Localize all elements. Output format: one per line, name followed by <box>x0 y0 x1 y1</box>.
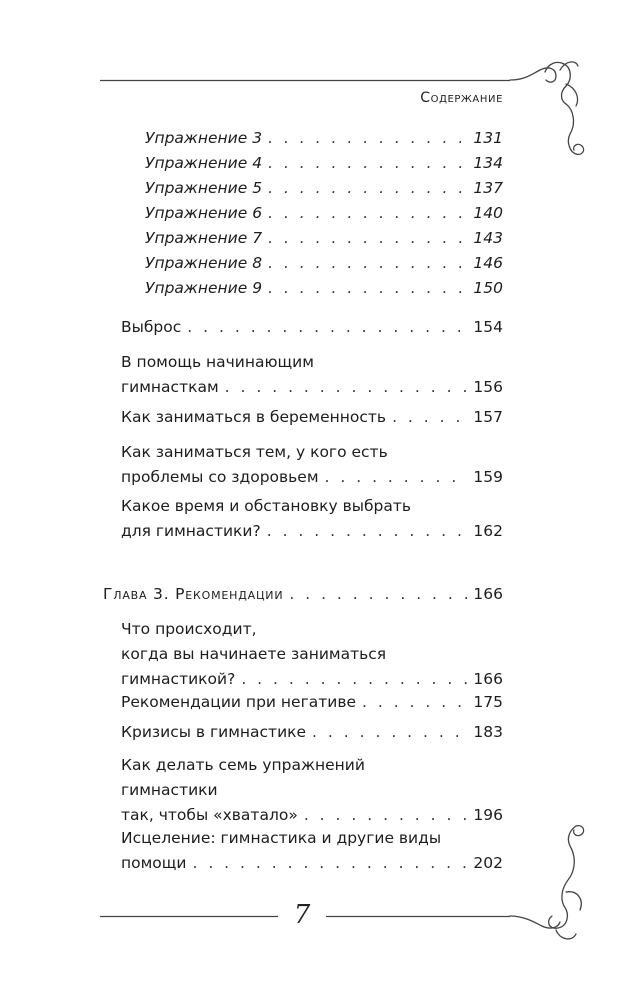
toc-page-number: 157 <box>473 408 503 426</box>
toc-entry-title: Рекомендации при негативе <box>121 693 356 711</box>
toc-entry-title: гимнастикой? <box>121 670 236 688</box>
toc-section-entry <box>121 617 503 692</box>
toc-entry-line <box>145 201 503 226</box>
toc-entry-title: когда вы начинаете заниматься <box>121 645 387 663</box>
toc-section-entry <box>121 315 503 340</box>
toc-entry-line <box>121 405 503 430</box>
toc-entry-line <box>121 315 503 340</box>
toc-entry-title: Как заниматься тем, у кого есть <box>121 443 388 461</box>
dot-leader <box>268 151 467 176</box>
toc-section-entry <box>121 350 503 400</box>
toc-entry-line <box>121 778 503 803</box>
toc-page-number: 131 <box>473 129 503 147</box>
toc-entry-title: гимнастики <box>121 781 218 799</box>
dot-leader <box>289 582 467 607</box>
toc-page-number: 166 <box>473 585 503 603</box>
toc-entry-line <box>121 375 503 400</box>
toc-entry-line <box>145 126 503 151</box>
dot-leader <box>304 803 468 828</box>
toc-section-entry <box>121 494 503 544</box>
toc-entry-title: Упражнение 4 <box>145 154 263 172</box>
bottom-flourish-icon <box>510 826 584 939</box>
toc-exercise-entry <box>145 251 503 276</box>
dot-leader <box>267 519 468 544</box>
toc-entry-line <box>121 753 503 778</box>
toc-entry-line <box>121 690 503 715</box>
top-flourish-icon <box>510 62 584 154</box>
toc-entry-line <box>121 667 503 692</box>
toc-page-number: 140 <box>473 204 503 222</box>
toc-entry-line <box>121 465 503 490</box>
toc-page-number: 202 <box>473 854 503 872</box>
toc-chapter-entry <box>103 582 503 607</box>
toc-page-number: 150 <box>473 279 503 297</box>
toc-page-number: 154 <box>473 318 503 336</box>
toc-exercise-entry <box>145 201 503 226</box>
toc-page-number: 175 <box>473 693 503 711</box>
toc-exercise-entry <box>145 226 503 251</box>
toc-section-entry <box>121 690 503 715</box>
toc-exercise-entry <box>145 276 503 301</box>
toc-entry-line <box>121 440 503 465</box>
toc-entry-title: Упражнение 3 <box>145 129 263 147</box>
toc-section-entry <box>121 440 503 490</box>
toc-entry-line <box>121 519 503 544</box>
toc-entry-line <box>121 851 503 876</box>
toc-page-number: 146 <box>473 254 503 272</box>
toc-page-number: 159 <box>473 468 503 486</box>
toc-section-entry <box>121 826 503 876</box>
toc-entry-title: Упражнение 7 <box>145 229 263 247</box>
toc-page-number: 143 <box>473 229 503 247</box>
toc-entry-title: Упражнение 8 <box>145 254 263 272</box>
dot-leader <box>268 126 467 151</box>
toc-entry-title: Исцеление: гимнастика и другие виды <box>121 829 442 847</box>
dot-leader <box>192 851 467 876</box>
dot-leader <box>187 315 467 340</box>
toc-entry-line <box>145 251 503 276</box>
dot-leader <box>268 276 467 301</box>
toc-entry-title: Упражнение 6 <box>145 204 263 222</box>
dot-leader <box>268 176 467 201</box>
toc-entry-line <box>145 176 503 201</box>
toc-entry-title: Как делать семь упражнений <box>121 756 365 774</box>
page-number: 7 <box>293 900 311 930</box>
toc-page-number: 196 <box>473 806 503 824</box>
toc-entry-line <box>145 151 503 176</box>
toc-entry-title: для гимнастики? <box>121 522 261 540</box>
toc-entry-title: Как заниматься в беременность <box>121 408 387 426</box>
toc-entry-title: помощи <box>121 854 187 872</box>
toc-entry-line <box>145 276 503 301</box>
dot-leader <box>268 226 467 251</box>
toc-page-number: 162 <box>473 522 503 540</box>
toc-entry-line <box>121 350 503 375</box>
toc-entry-line <box>121 642 503 667</box>
toc-page-number: 166 <box>473 670 503 688</box>
dot-leader <box>268 201 467 226</box>
toc-page-number: 156 <box>473 378 503 396</box>
toc-exercise-entry <box>145 151 503 176</box>
toc-exercise-entry <box>145 126 503 151</box>
toc-entry-title: Упражнение 5 <box>145 179 263 197</box>
toc-entry-line <box>121 826 503 851</box>
toc-page-number: 134 <box>473 154 503 172</box>
toc-section-entry <box>121 720 503 745</box>
toc-entry-title: Какое время и обстановку выбрать <box>121 497 412 515</box>
toc-page-number: 137 <box>473 179 503 197</box>
toc-entry-title: Глава 3. Рекомендации <box>103 585 284 603</box>
toc-entry-line <box>121 617 503 642</box>
running-head: Содержание <box>420 90 503 106</box>
toc-entry-line <box>103 582 503 607</box>
toc-exercise-entry <box>145 176 503 201</box>
toc-page-number: 183 <box>473 723 503 741</box>
dot-leader <box>392 405 467 430</box>
toc-entry-title: так, чтобы «хватало» <box>121 806 298 824</box>
toc-entry-title: Кризисы в гимнастике <box>121 723 307 741</box>
toc-section-entry <box>121 405 503 430</box>
toc-entry-title: гимнасткам <box>121 378 219 396</box>
dot-leader <box>241 667 467 692</box>
toc-section-entry <box>121 753 503 828</box>
toc-entry-line <box>145 226 503 251</box>
dot-leader <box>268 251 467 276</box>
toc-entry-line <box>121 494 503 519</box>
dot-leader <box>312 720 467 745</box>
dot-leader <box>225 375 468 400</box>
toc-entry-title: В помощь начинающим <box>121 353 314 371</box>
toc-entry-title: Выброс <box>121 318 182 336</box>
dot-leader <box>362 690 467 715</box>
toc-entry-line <box>121 720 503 745</box>
toc-entry-title: Упражнение 9 <box>145 279 263 297</box>
toc-entry-line <box>121 803 503 828</box>
toc-entry-title: Что происходит, <box>121 620 257 638</box>
dot-leader <box>325 465 468 490</box>
toc-entry-title: проблемы со здоровьем <box>121 468 319 486</box>
